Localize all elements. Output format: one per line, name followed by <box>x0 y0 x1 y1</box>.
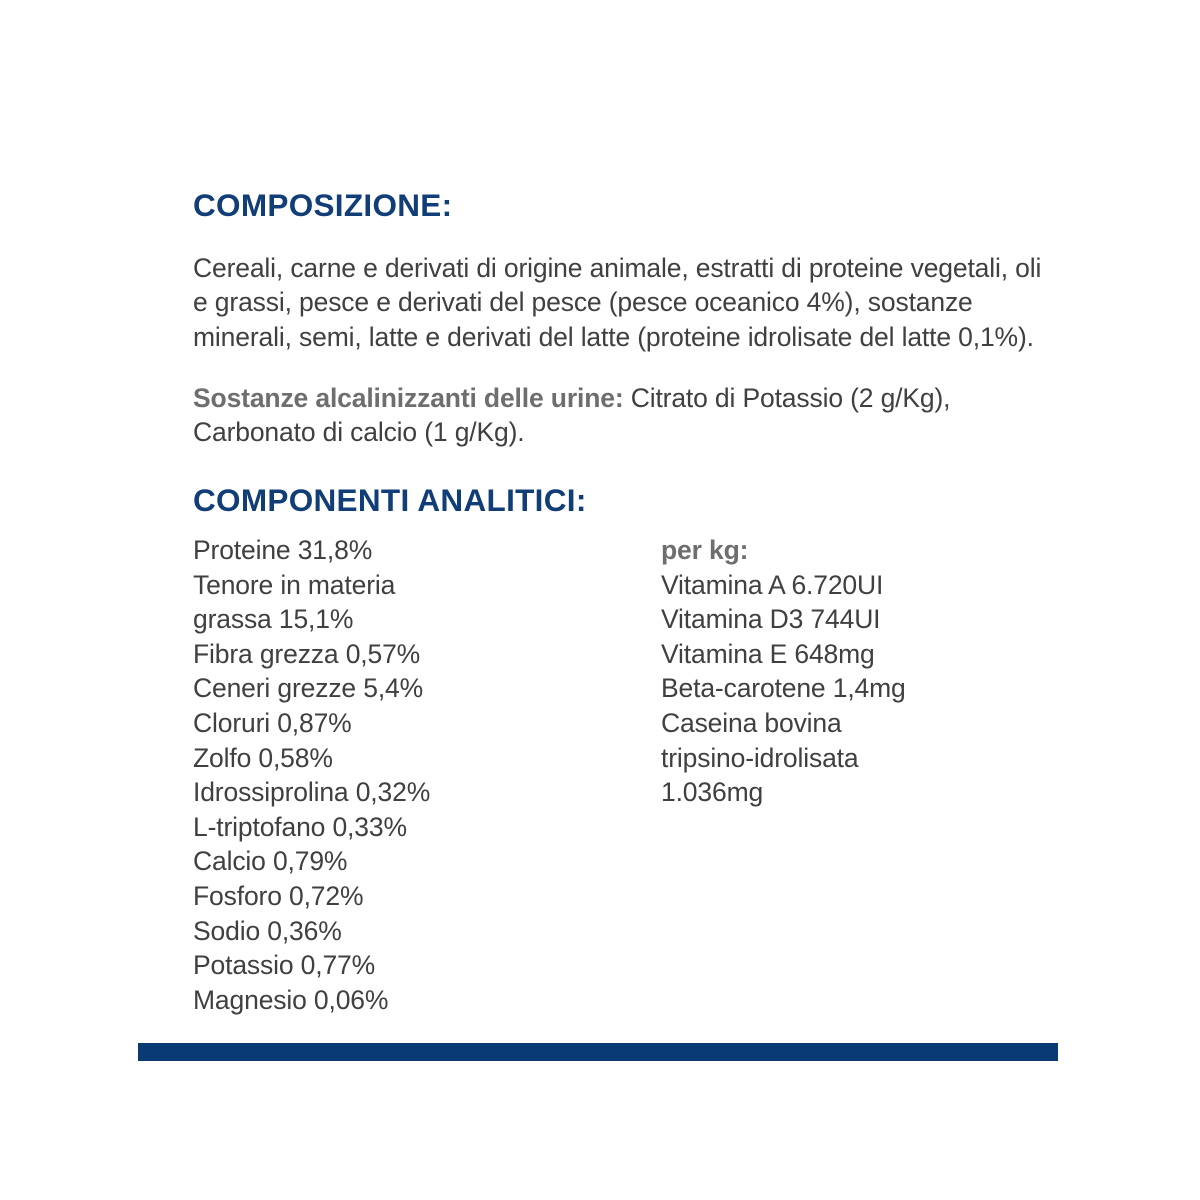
analytical-left-line: Fosforo 0,72% <box>193 880 364 911</box>
analytical-components-columns <box>193 533 1073 1017</box>
analytical-left-line: Fibra grezza 0,57% <box>193 638 421 669</box>
alkalizing-substances-value: Citrato di Potassio (2 g/Kg), Carbonato di calcio (1 g/Kg). <box>193 382 951 448</box>
analytical-components-heading: COMPONENTI ANALITICI: <box>193 481 587 518</box>
analytical-right-line: Vitamina A 6.720UI <box>661 569 884 600</box>
composition-block <box>193 251 1053 450</box>
analytical-left-line: Cloruri 0,87% <box>193 707 352 738</box>
composition-heading: COMPOSIZIONE: <box>193 187 453 223</box>
analytical-right-line: Vitamina E 648mg <box>661 638 875 669</box>
analytical-right-line: 1.036mg <box>661 777 764 808</box>
analytical-left-line: Ceneri grezze 5,4% <box>193 673 424 704</box>
analytical-left-line: Idrossiprolina 0,32% <box>193 777 431 808</box>
analytical-right-column <box>661 533 1061 1017</box>
analytical-right-line: tripsino-idrolisata <box>661 742 859 773</box>
label-content <box>193 186 1073 1017</box>
analytical-right-line: Caseina bovina <box>661 707 842 738</box>
alkalizing-substances-value-space <box>624 383 631 413</box>
analytical-left-line: Potassio 0,77% <box>193 950 376 981</box>
analytical-left-line: Proteine 31,8% <box>193 534 373 565</box>
composition-ingredients-paragraph: Cereali, carne e derivati di origine animale, estratti di proteine vegetali, oli e grassi, pesce e derivati del pesce (pesce oceanico 4%), sostanze minerali, semi, latte e derivati del latte (proteine idrolisate del latte 0,1%). <box>193 252 1042 352</box>
analytical-left-line: Sodio 0,36% <box>193 915 342 946</box>
analytical-left-line: grassa 15,1% <box>193 604 354 635</box>
bottom-accent-bar <box>138 1043 1058 1061</box>
analytical-left-line: L-triptofano 0,33% <box>193 811 407 842</box>
alkalizing-substances-label: Sostanze alcalinizzanti delle urine: <box>193 382 624 413</box>
analytical-left-column <box>193 533 661 1017</box>
analytical-left-line: Magnesio 0,06% <box>193 984 389 1015</box>
analytical-left-line: Zolfo 0,58% <box>193 742 333 773</box>
analytical-left-line: Calcio 0,79% <box>193 846 348 877</box>
alkalizing-substances-line <box>193 381 1053 450</box>
analytical-left-line: Tenore in materia <box>193 569 396 600</box>
analytical-right-line: Vitamina D3 744UI <box>661 604 881 635</box>
analytical-right-line: Beta-carotene 1,4mg <box>661 673 906 704</box>
per-kg-label: per kg: <box>661 534 749 565</box>
